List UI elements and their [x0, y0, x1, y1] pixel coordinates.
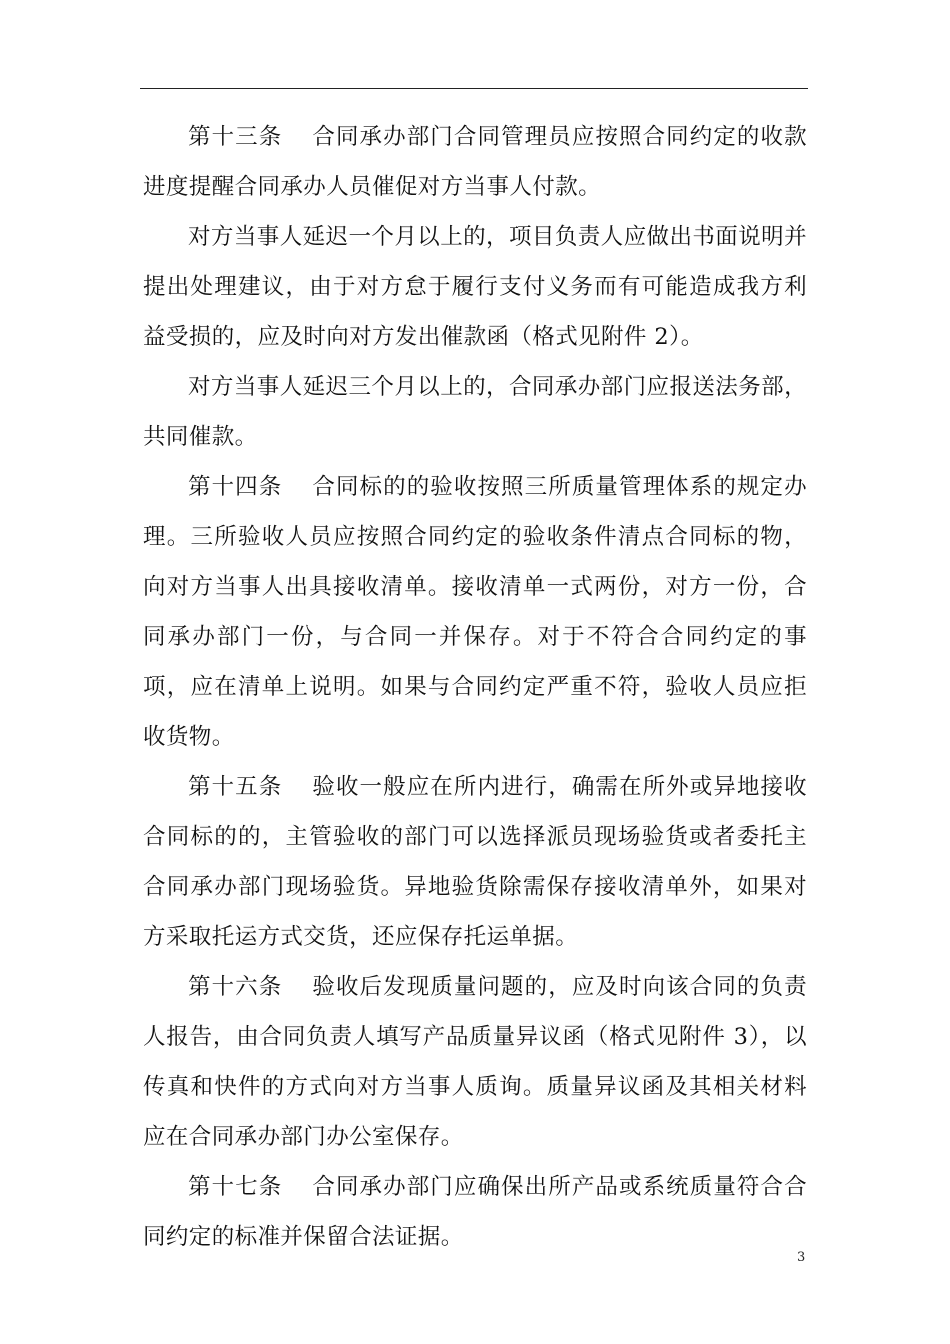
paragraph-text: 合同承办部门合同管理员应按照合同约定的收款进度提醒合同承办人员催促对方当事人付款。 [143, 124, 807, 200]
paragraph-text: 合同承办部门应确保出所产品或系统质量符合合同约定的标准并保留合法证据。 [143, 1174, 807, 1250]
paragraph-article-15 [143, 762, 807, 962]
document-body [143, 112, 807, 1262]
article-number: 第十七条 [188, 1174, 283, 1200]
article-number: 第十三条 [188, 124, 283, 150]
paragraph-text: 对方当事人延迟三个月以上的，合同承办部门应报送法务部，共同催款。 [143, 374, 807, 450]
article-number: 第十四条 [188, 474, 283, 500]
article-number: 第十五条 [188, 774, 283, 800]
article-number: 第十六条 [188, 974, 283, 1000]
paragraph-text: 合同标的的验收按照三所质量管理体系的规定办理。三所验收人员应按照合同约定的验收条件清点合同标的物，向对方当事人出具接收清单。接收清单一式两份，对方一份，合同承办部门一份，与合同一并保存。对于不符合合同约定的事项，应在清单上说明。如果与合同约定严重不符，验收人员应拒收货物。 [143, 474, 807, 750]
paragraph-article-16 [143, 962, 807, 1162]
paragraph-text: 对方当事人延迟一个月以上的，项目负责人应做出书面说明并提出处理建议，由于对方怠于履行支付义务而有可能造成我方利益受损的，应及时向对方发出催款函（格式见附件 2）。 [143, 224, 807, 350]
paragraph-article-14 [143, 462, 807, 762]
paragraph-article-17 [143, 1162, 807, 1262]
paragraph-article-13 [143, 112, 807, 212]
paragraph-text: 验收后发现质量问题的，应及时向该合同的负责人报告，由合同负责人填写产品质量异议函（格式见附件 3），以传真和快件的方式向对方当事人质询。质量异议函及其相关材料应在合同承办部门办公室保存。 [143, 974, 807, 1150]
paragraph-overdue-three-months [143, 362, 807, 462]
paragraph-overdue-one-month [143, 212, 807, 362]
paragraph-text: 验收一般应在所内进行，确需在所外或异地接收合同标的的，主管验收的部门可以选择派员现场验货或者委托主合同承办部门现场验货。异地验货除需保存接收清单外，如果对方采取托运方式交货，还应保存托运单据。 [143, 774, 807, 950]
header-rule [140, 88, 808, 89]
page-number: 3 [797, 1250, 806, 1265]
